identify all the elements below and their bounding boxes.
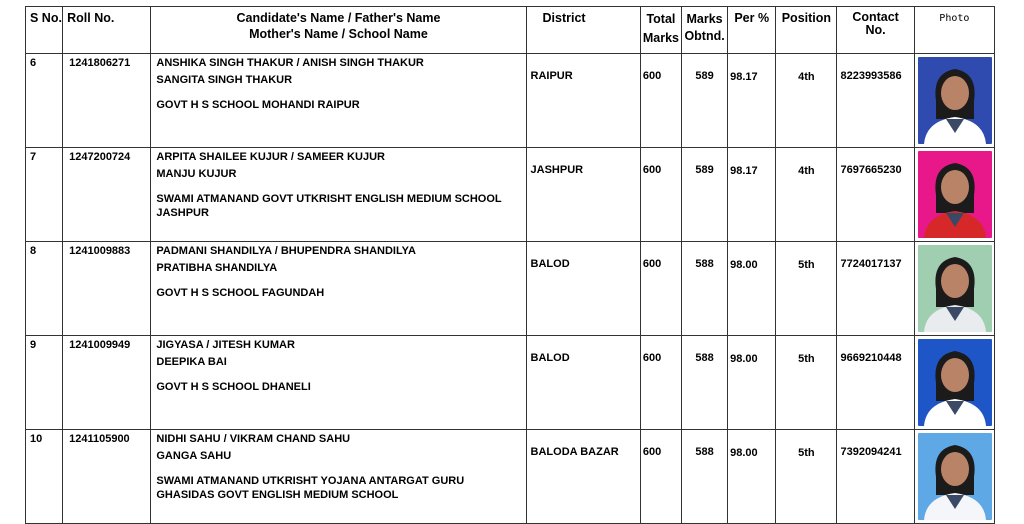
percentage-cell (728, 430, 776, 524)
position: 5th (798, 353, 815, 365)
header-photo (914, 7, 994, 54)
header-candidate-line2: Mother's Name / School Name (249, 27, 428, 41)
total-marks: 600 (642, 70, 662, 82)
school-name: SWAMI ATMANAND UTKRISHT YOJANA ANTARGAT GURU GHASIDAS GOVT ENGLISH MEDIUM SCHOOL (156, 475, 465, 501)
photo-cell (914, 336, 994, 430)
candidate-father-name: PADMANI SHANDILYA / BHUPENDRA SHANDILYA (156, 245, 416, 257)
table-row (26, 242, 995, 336)
district-cell (526, 336, 640, 430)
candidate-photo (918, 245, 992, 332)
position: 4th (798, 71, 815, 83)
school-name: SWAMI ATMANAND GOVT UTKRISHT ENGLISH MEDIUM SCHOOL JASHPUR (156, 193, 502, 219)
roll-number: 1241105900 (69, 433, 130, 445)
candidate-father-name: ARPITA SHAILEE KUJUR / SAMEER KUJUR (156, 151, 385, 163)
contact-cell (837, 54, 914, 148)
roll-number-cell (63, 148, 151, 242)
marks-obtained-cell (682, 336, 728, 430)
total-marks-cell (640, 148, 681, 242)
candidate-cell (151, 148, 526, 242)
candidate-photo (918, 57, 992, 144)
header-marks-line2: Obtnd. (684, 29, 725, 43)
contact-cell (837, 430, 914, 524)
total-marks-cell (640, 430, 681, 524)
photo-cell (914, 54, 994, 148)
district-name: RAIPUR (530, 70, 573, 82)
marks-obtained: 589 (695, 164, 714, 176)
table-row (26, 148, 995, 242)
position-cell (776, 54, 837, 148)
marks-obtained: 589 (695, 70, 714, 82)
candidate-photo-portrait (918, 151, 992, 238)
marks-obtained: 588 (695, 258, 714, 270)
district-name: BALOD (530, 258, 570, 270)
roll-number: 1241009949 (69, 339, 131, 351)
merit-list-table (25, 6, 995, 524)
header-total-line2: Marks (642, 31, 679, 45)
candidate-cell (151, 54, 526, 148)
marks-obtained: 588 (695, 446, 714, 458)
percentage: 98.17 (730, 71, 758, 83)
position: 4th (798, 165, 815, 177)
header-position (776, 7, 837, 54)
marks-obtained-cell (682, 54, 728, 148)
candidate-father-name: JIGYASA / JITESH KUMAR (156, 339, 295, 351)
mother-name: SANGITA SINGH THAKUR (156, 74, 293, 86)
school-name: GOVT H S SCHOOL FAGUNDAH (156, 287, 325, 299)
contact-cell (837, 336, 914, 430)
candidate-father-name: ANSHIKA SINGH THAKUR / ANISH SINGH THAKUR (156, 57, 424, 69)
total-marks-cell (640, 54, 681, 148)
total-marks: 600 (642, 258, 662, 270)
header-total-marks (640, 7, 681, 54)
percentage: 98.17 (730, 165, 758, 177)
header-sno (26, 7, 63, 54)
candidate-father-name: NIDHI SAHU / VIKRAM CHAND SAHU (156, 433, 351, 445)
position-cell (776, 148, 837, 242)
total-marks: 600 (642, 352, 662, 364)
serial-number: 7 (30, 151, 37, 163)
header-contact-line1: Contact (852, 10, 899, 24)
percentage: 98.00 (730, 259, 758, 271)
total-marks: 600 (642, 164, 662, 176)
marks-obtained: 588 (695, 352, 714, 364)
serial-number: 6 (30, 57, 37, 69)
photo-cell (914, 430, 994, 524)
header-sno-label: S No. (30, 11, 62, 25)
serial-number-cell (26, 430, 63, 524)
mother-name: GANGA SAHU (156, 450, 232, 462)
candidate-photo-portrait (918, 433, 992, 520)
header-percentage-label: Per % (734, 11, 770, 25)
total-marks-cell (640, 242, 681, 336)
contact-number: 7392094241 (840, 446, 902, 458)
position-cell (776, 430, 837, 524)
school-name: GOVT H S SCHOOL DHANELI (156, 381, 311, 393)
district-name: JASHPUR (530, 164, 584, 176)
roll-number: 1241806271 (69, 57, 131, 69)
percentage-cell (728, 54, 776, 148)
percentage-cell (728, 148, 776, 242)
roll-number-cell (63, 336, 151, 430)
header-total-line1: Total (646, 12, 676, 26)
roll-number: 1241009883 (69, 245, 131, 257)
header-row (26, 7, 995, 54)
candidate-cell (151, 430, 526, 524)
candidate-photo (918, 433, 992, 520)
candidate-cell (151, 242, 526, 336)
district-cell (526, 148, 640, 242)
header-candidate-line1: Candidate's Name / Father's Name (236, 11, 441, 25)
header-contact (837, 7, 914, 54)
header-percentage (728, 7, 776, 54)
photo-cell (914, 242, 994, 336)
percentage-cell (728, 242, 776, 336)
candidate-cell (151, 336, 526, 430)
candidate-photo-portrait (918, 57, 992, 144)
serial-number-cell (26, 242, 63, 336)
contact-number: 7724017137 (840, 258, 902, 270)
percentage: 98.00 (730, 447, 758, 459)
header-district (526, 7, 640, 54)
percentage: 98.00 (730, 353, 758, 365)
candidate-photo-portrait (918, 245, 992, 332)
serial-number: 10 (30, 433, 43, 445)
roll-number-cell (63, 54, 151, 148)
percentage-cell (728, 336, 776, 430)
candidate-photo-portrait (918, 339, 992, 426)
position: 5th (798, 259, 815, 271)
roll-number-cell (63, 242, 151, 336)
table-row (26, 336, 995, 430)
header-marks-line1: Marks (686, 12, 723, 26)
candidate-photo (918, 339, 992, 426)
table-row (26, 430, 995, 524)
serial-number: 9 (30, 339, 37, 351)
district-name: BALOD (530, 352, 570, 364)
contact-cell (837, 242, 914, 336)
header-photo-label: Photo (939, 13, 970, 24)
mother-name: PRATIBHA SHANDILYA (156, 262, 278, 274)
serial-number-cell (26, 54, 63, 148)
mother-name: MANJU KUJUR (156, 168, 237, 180)
total-marks-cell (640, 336, 681, 430)
header-contact-line2: No. (865, 23, 886, 37)
district-name: BALODA BAZAR (530, 446, 619, 458)
header-candidate (151, 7, 526, 54)
total-marks: 600 (642, 446, 662, 458)
table-row (26, 54, 995, 148)
marks-obtained-cell (682, 430, 728, 524)
candidate-photo (918, 151, 992, 238)
photo-cell (914, 148, 994, 242)
marks-obtained-cell (682, 148, 728, 242)
contact-number: 8223993586 (840, 70, 902, 82)
position-cell (776, 242, 837, 336)
position-cell (776, 336, 837, 430)
serial-number-cell (26, 148, 63, 242)
header-position-label: Position (781, 11, 832, 25)
roll-number-cell (63, 430, 151, 524)
mother-name: DEEPIKA BAI (156, 356, 227, 368)
header-district-label: District (542, 11, 586, 25)
marks-obtained-cell (682, 242, 728, 336)
serial-number-cell (26, 336, 63, 430)
contact-cell (837, 148, 914, 242)
header-roll (63, 7, 151, 54)
district-cell (526, 54, 640, 148)
header-marks-obtained (682, 7, 728, 54)
contact-number: 9669210448 (840, 352, 902, 364)
header-roll-label: Roll No. (67, 11, 115, 25)
serial-number: 8 (30, 245, 37, 257)
contact-number: 7697665230 (840, 164, 902, 176)
position: 5th (798, 447, 815, 459)
school-name: GOVT H S SCHOOL MOHANDI RAIPUR (156, 99, 360, 111)
roll-number: 1247200724 (69, 151, 131, 163)
district-cell (526, 430, 640, 524)
district-cell (526, 242, 640, 336)
